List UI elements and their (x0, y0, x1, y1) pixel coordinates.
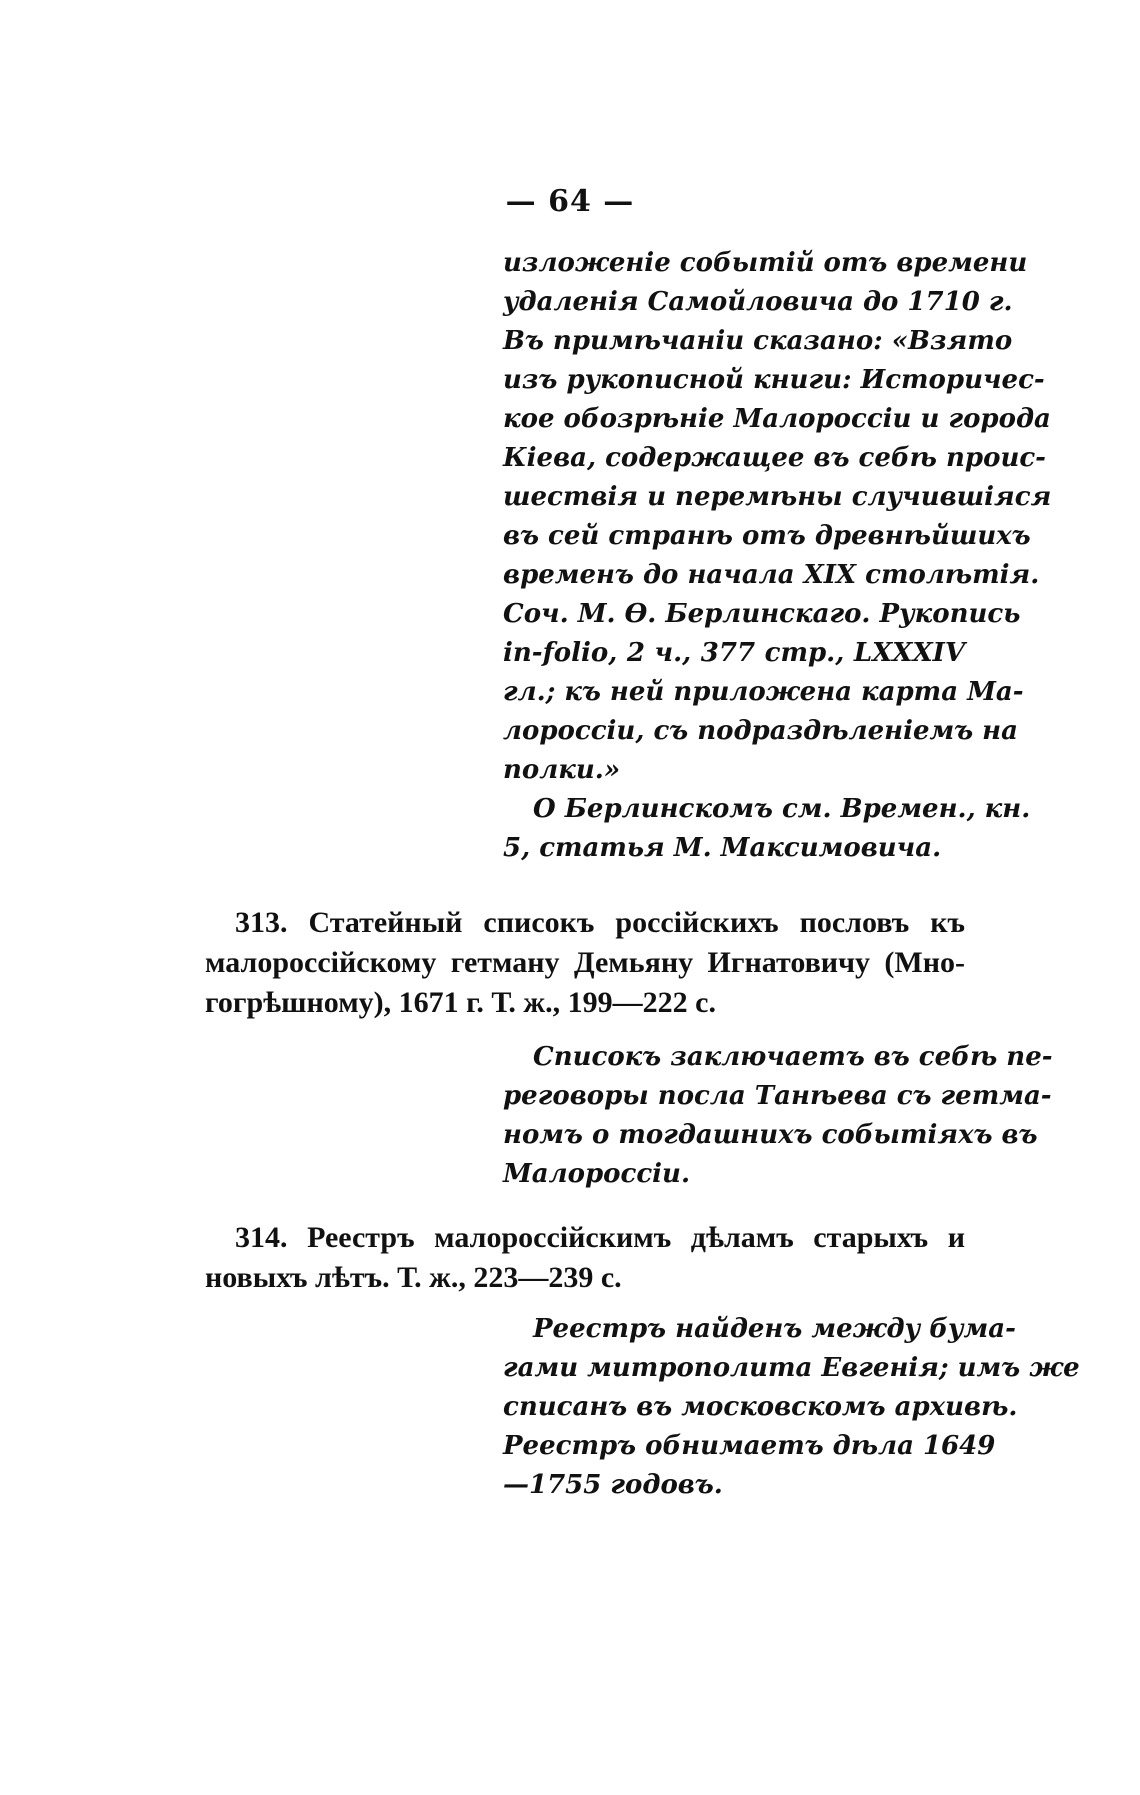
note-line: Въ примѣчаніи сказано: «Взято (503, 326, 1013, 356)
note-line: Малороссіи. (503, 1159, 691, 1189)
entry-314-note (503, 1310, 1080, 1505)
note-line: 5, статья М. Максимовича. (503, 833, 942, 863)
note-line: гами митрополита Евгенія; имъ же (503, 1353, 1080, 1383)
entry-line: 313. Статейный списокъ россійскихъ пословъ къ (235, 906, 965, 939)
note-line: временъ до начала XIX столѣтія. (503, 560, 1040, 590)
continued-note (503, 244, 1052, 868)
note-line: Реестръ найденъ между бума- (533, 1314, 1016, 1344)
entry-line: гогрѣшному), 1671 г. Т. ж., 199—222 с. (205, 986, 716, 1019)
note-line: реговоры посла Танѣева съ гетма- (503, 1081, 1052, 1111)
note-line: списанъ въ московскомъ архивѣ. (503, 1392, 1018, 1422)
note-line: изъ рукописной книги: Историчес- (503, 365, 1045, 395)
entry-313-note (503, 1038, 1053, 1194)
page-number: — 64 — (505, 184, 635, 219)
note-line: Списокъ заключаетъ въ себѣ пе- (533, 1042, 1053, 1072)
note-line: изложеніе событій отъ времени (503, 248, 1028, 278)
note-line: Реестръ обнимаетъ дѣла 1649 (503, 1431, 996, 1461)
entry-314 (205, 1218, 965, 1298)
note-line: шествія и перемѣны случившіяся (503, 482, 1052, 512)
note-line: полки.» (503, 755, 621, 785)
note-line: Соч. М. Ѳ. Берлинскаго. Рукопись (503, 599, 1021, 629)
entry-313 (205, 903, 965, 1023)
note-line: —1755 годовъ. (503, 1470, 723, 1500)
note-line: лороссіи, съ подраздѣленіемъ на (503, 716, 1018, 746)
entry-line: новыхъ лѣтъ. Т. ж., 223—239 с. (205, 1261, 622, 1294)
note-line: кое обозрѣніе Малороссіи и города (503, 404, 1051, 434)
entry-line: 314. Реестръ малороссійскимъ дѣламъ старыхъ и (235, 1221, 965, 1254)
note-line: номъ о тогдашнихъ событіяхъ въ (503, 1120, 1038, 1150)
note-line: О Берлинскомъ см. Времен., кн. (533, 794, 1031, 824)
note-line: in-folio, 2 ч., 377 стр., LXXXIV (503, 638, 965, 668)
note-line: Кіева, содержащее въ себѣ проис- (503, 443, 1046, 473)
note-line: въ сей странѣ отъ древнѣйшихъ (503, 521, 1031, 551)
note-line: удаленія Самойловича до 1710 г. (503, 287, 1013, 317)
entry-line: малороссійскому гетману Демьяну Игнатовичу (Мно- (205, 946, 965, 979)
note-line: гл.; къ ней приложена карта Ма- (503, 677, 1024, 707)
